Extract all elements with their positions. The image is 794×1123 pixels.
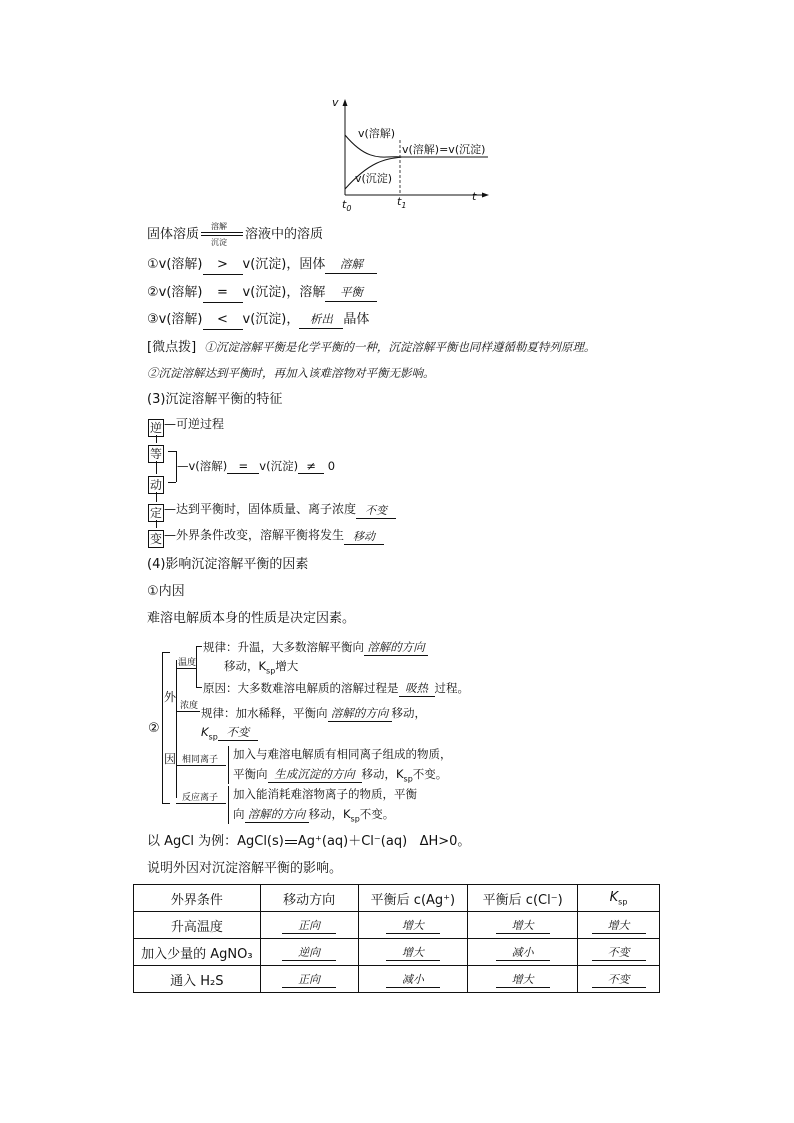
inner-text: 难溶电解质本身的性质是决定因素。 bbox=[147, 611, 356, 626]
wai-char: 外 bbox=[164, 690, 177, 704]
table-row bbox=[134, 939, 660, 966]
common-line1: 加入与难溶电解质有相同离子组成的物质， bbox=[233, 747, 452, 761]
common-label: 相同离子 bbox=[182, 755, 219, 765]
react-line1: 加入能消耗难溶物离子的物质，平衡 bbox=[233, 787, 417, 801]
feature-deng: 等 bbox=[149, 447, 162, 461]
table-cell: 通入 H₂S bbox=[134, 966, 261, 993]
feature-rate: —v(溶解) = v(沉淀) ≠ 0 bbox=[177, 459, 336, 473]
table-cell: 不变 bbox=[578, 966, 660, 993]
table-cell: 逆向 bbox=[260, 939, 358, 966]
conc-ksp: $K_{sp}$ 不变 bbox=[201, 724, 258, 741]
table-cell: 正向 bbox=[260, 912, 358, 939]
header-cell: 移动方向 bbox=[260, 885, 358, 912]
features-heading: (3)沉淀溶解平衡的特征 bbox=[147, 392, 283, 407]
feature-ni: 逆 $^{—可逆过程}$ bbox=[149, 417, 225, 435]
table-cell: 增大 bbox=[468, 912, 578, 939]
y-axis-label: v bbox=[332, 96, 339, 109]
inner-heading: ①内因 bbox=[147, 584, 185, 599]
table-cell: 减小 bbox=[358, 966, 468, 993]
tip-line-1: [微点拨] ①沉淀溶解平衡是化学平衡的一种，沉淀溶解平衡也同样遵循勒夏特列原理。 bbox=[147, 340, 596, 355]
equilibrium-arrow bbox=[284, 833, 298, 851]
header-cell: $K_{sp}$ bbox=[578, 885, 660, 912]
table-cell: 增大 bbox=[358, 912, 468, 939]
conc-rule: 规律：加水稀释，平衡向 溶解的方向 移动， bbox=[201, 706, 426, 720]
table-cell: 正向 bbox=[260, 966, 358, 993]
dissolve-curve-label: v(溶解) bbox=[358, 127, 396, 140]
arrow-bottom-label: 沉淀 bbox=[211, 238, 228, 247]
case-3: ③v(溶解) < v(沉淀)， 析出 晶体 bbox=[147, 310, 369, 330]
factors-heading: (4)影响沉淀溶解平衡的因素 bbox=[147, 557, 309, 572]
conc-label: 浓度 bbox=[180, 701, 199, 711]
precip-curve-label: v(沉淀) bbox=[355, 172, 393, 185]
arrow-top-label: 溶解 bbox=[211, 222, 228, 231]
yin-char: 因 bbox=[164, 752, 177, 766]
table-cell: 增大 bbox=[358, 939, 468, 966]
table-header-row bbox=[134, 885, 660, 912]
origin-label: $t_0$ bbox=[342, 198, 352, 214]
process-left: 固体溶质 bbox=[147, 227, 200, 242]
table-cell: 增大 bbox=[468, 966, 578, 993]
case-1: ①v(溶解) > v(沉淀)，固体 溶解 bbox=[147, 255, 377, 275]
header-cell: 平衡后 c(Cl⁻) bbox=[468, 885, 578, 912]
feature-dong: 动 bbox=[149, 478, 162, 492]
example-line-1: 以 AgCl 为例：AgCl(s) Ag⁺(aq)＋Cl⁻(aq) ΔH>0。 bbox=[147, 834, 471, 849]
temp-rule-line2: 移动，$K_{sp}$增大 bbox=[224, 659, 299, 676]
circle-two: ② bbox=[148, 721, 160, 736]
react-line2: 向 溶解的方向 移动，$K_{sp}$不变。 bbox=[233, 807, 395, 824]
effect-table bbox=[133, 884, 660, 993]
react-label: 反应离子 bbox=[182, 793, 219, 803]
tip-line-2: ②沉淀溶解达到平衡时，再加入该难溶物对平衡无影响。 bbox=[147, 366, 435, 380]
table-cell: 增大 bbox=[578, 912, 660, 939]
process-line bbox=[147, 222, 324, 247]
header-cell: 外界条件 bbox=[134, 885, 261, 912]
x-axis-label: t bbox=[472, 190, 477, 203]
t1-label: $t_1$ bbox=[397, 195, 407, 211]
feature-bian: 变 $^{—外界条件改变,溶解平衡将发生}$ 移动 bbox=[148, 528, 384, 548]
temp-reason: 原因：大多数难溶电解质的溶解过程是 吸热 过程。 bbox=[203, 681, 469, 695]
equal-rate-label: v(溶解)=v(沉淀) bbox=[402, 143, 486, 156]
temp-rule: 规律：升温，大多数溶解平衡向 溶解的方向 bbox=[203, 639, 428, 656]
table-row bbox=[134, 912, 660, 939]
table-cell: 减小 bbox=[468, 939, 578, 966]
table-cell: 不变 bbox=[578, 939, 660, 966]
feature-ding: 定 $^{—达到平衡时,固体质量、离子浓度}$ 不变 bbox=[148, 502, 396, 522]
common-line2: 平衡向 生成沉淀的方向 移动，$K_{sp}$不变。 bbox=[233, 767, 448, 784]
table-row bbox=[134, 966, 660, 993]
table-cell: 加入少量的 AgNO₃ bbox=[134, 939, 261, 966]
reversible-arrow bbox=[199, 222, 245, 247]
table-cell: 升高温度 bbox=[134, 912, 261, 939]
example-line-2: 说明外因对沉淀溶解平衡的影响。 bbox=[147, 861, 343, 876]
process-right: 溶液中的溶质 bbox=[245, 227, 324, 242]
tip-label: [微点拨] bbox=[147, 340, 197, 355]
header-cell: 平衡后 c(Ag⁺) bbox=[358, 885, 468, 912]
temp-label: 温度 bbox=[178, 658, 197, 668]
case-2: ②v(溶解) = v(沉淀)，溶解 平衡 bbox=[147, 283, 377, 303]
